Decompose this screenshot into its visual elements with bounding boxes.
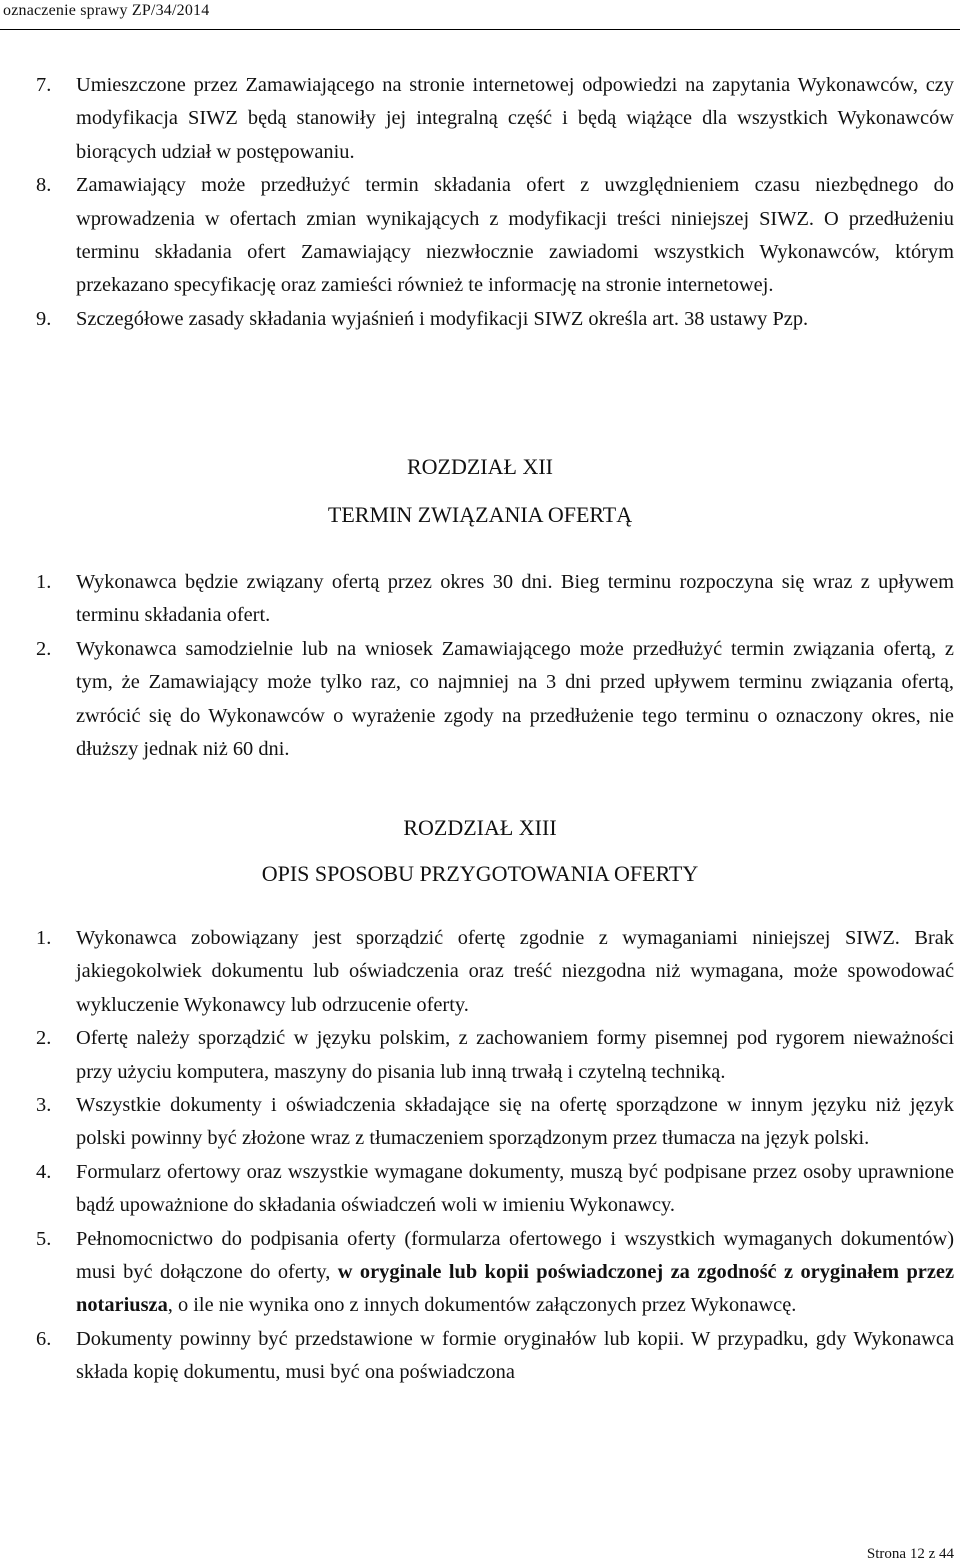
item-text: Formularz ofertowy oraz wszystkie wymagane dokumenty, muszą być podpisane przez osoby uprawnione bądź upoważnione do składania oświadczeń woli w imieniu Wykonawcy. <box>76 1160 954 1217</box>
item-number: 9. <box>36 307 52 330</box>
item-text: Wykonawca będzie związany ofertą przez okres 30 dni. Bieg terminu rozpoczyna się wraz z upływem terminu składania ofert. <box>76 571 954 627</box>
list-item <box>36 169 954 303</box>
item-number: 1. <box>36 927 52 949</box>
item-text: Wykonawca samodzielnie lub na wniosek Zamawiającego może przedłużyć termin związania ofertą, z tym, że Zamawiający może tylko raz, co najmniej na 3 dni przed upływem terminu związania ofertą, zwrócić się do Wykonawców o wyrażenie zgody na przedłużenie tego terminu o oznaczony okres, nie dłuższy jednak niż 60 dni. <box>76 637 954 761</box>
item-text: Dokumenty powinny być przedstawione w formie oryginałów lub kopii. W przypadku, gdy Wykonawca składa kopię dokumentu, musi być ona poświadczona <box>76 1327 954 1384</box>
siwz-items-block <box>36 69 954 336</box>
list-item <box>36 1323 954 1390</box>
bid-validity-block <box>36 566 954 766</box>
item-text <box>76 1223 954 1323</box>
section-title-heading: TERMIN ZWIĄZANIA OFERTĄ <box>327 502 633 527</box>
item-text-part: Pełnomocnictwo do podpisania oferty (formularza ofertowego i wszystkich wymaganych dokumentów) musi być dołączone do oferty, <box>76 1227 954 1284</box>
item-number: 7. <box>36 74 52 96</box>
header-divider <box>0 29 960 30</box>
list-item <box>36 69 954 169</box>
item-number: 2. <box>36 637 52 660</box>
list-item <box>36 1022 954 1089</box>
item-text: Umieszczone przez Zamawiającego na stronie internetowej odpowiedzi na zapytania Wykonawców, czy modyfikacja SIWZ będą stanowiły jej integralną część i będą wiążące dla wszystkich Wykonawców biorących udział w postępowaniu. <box>76 74 954 163</box>
item-number: 5. <box>36 1227 52 1250</box>
section-chapter-heading: ROZDZIAŁ XIII <box>403 815 557 840</box>
item-text-emphasis: w oryginale lub kopii poświadczonej za zgodność z oryginałem przez notariusza <box>76 1261 954 1317</box>
item-text: Ofertę należy sporządzić w języku polskim, z zachowaniem formy pisemnej pod rygorem nieważności przy użyciu komputera, maszyny do pisania lub inną trwałą i czytelną techniką. <box>76 1027 954 1083</box>
list-item <box>36 566 954 633</box>
item-text: Szczegółowe zasady składania wyjaśnień i modyfikacji SIWZ określa art. 38 ustawy Pzp. <box>76 307 809 330</box>
section-chapter-heading: ROZDZIAŁ XII <box>406 454 554 479</box>
list-item <box>36 633 954 767</box>
section-title-heading: OPIS SPOSOBU PRZYGOTOWANIA OFERTY <box>261 861 699 886</box>
item-number: 6. <box>36 1327 52 1350</box>
item-number: 8. <box>36 174 52 197</box>
item-text: Zamawiający może przedłużyć termin składania ofert z uwzględnieniem czasu niezbędnego do wprowadzenia w ofertach zmian wynikających z modyfikacji treści niniejszej SIWZ. O przedłużeniu terminu składania ofert Zamawiający niezwłocznie zawiadomi wszystkich Wykonawców, którym przekazano specyfikację oraz zamieści również te informację na stronie internetowej. <box>76 174 954 297</box>
list-item <box>36 922 954 1022</box>
item-number: 4. <box>36 1160 52 1183</box>
item-text: Wykonawca zobowiązany jest sporządzić ofertę zgodnie z wymaganiami niniejszej SIWZ. Brak jakiegokolwiek dokumentu lub oświadczenia oraz treść niezgodna niż wymagana, może spowodować wykluczenie Wykonawcy lub odrzucenie oferty. <box>76 927 954 1016</box>
item-text-part: , o ile nie wynika ono z innych dokumentów załączonych przez Wykonawcę. <box>167 1294 797 1317</box>
item-text: Wszystkie dokumenty i oświadczenia składające się na ofertę sporządzone w innym języku niż język polski powinny być złożone wraz z tłumaczeniem sporządzonym przez tłumacza na język polski. <box>76 1094 954 1150</box>
item-number: 3. <box>36 1094 52 1117</box>
item-number: 2. <box>36 1027 52 1050</box>
item-number: 1. <box>36 571 52 593</box>
list-item <box>36 1156 954 1223</box>
list-item <box>36 1223 954 1323</box>
offer-preparation-block <box>36 922 954 1390</box>
list-item <box>36 303 954 336</box>
document-header: oznaczenie sprawy ZP/34/2014 <box>3 2 210 19</box>
page-number: Strona 12 z 44 <box>866 1546 954 1562</box>
list-item <box>36 1089 954 1156</box>
